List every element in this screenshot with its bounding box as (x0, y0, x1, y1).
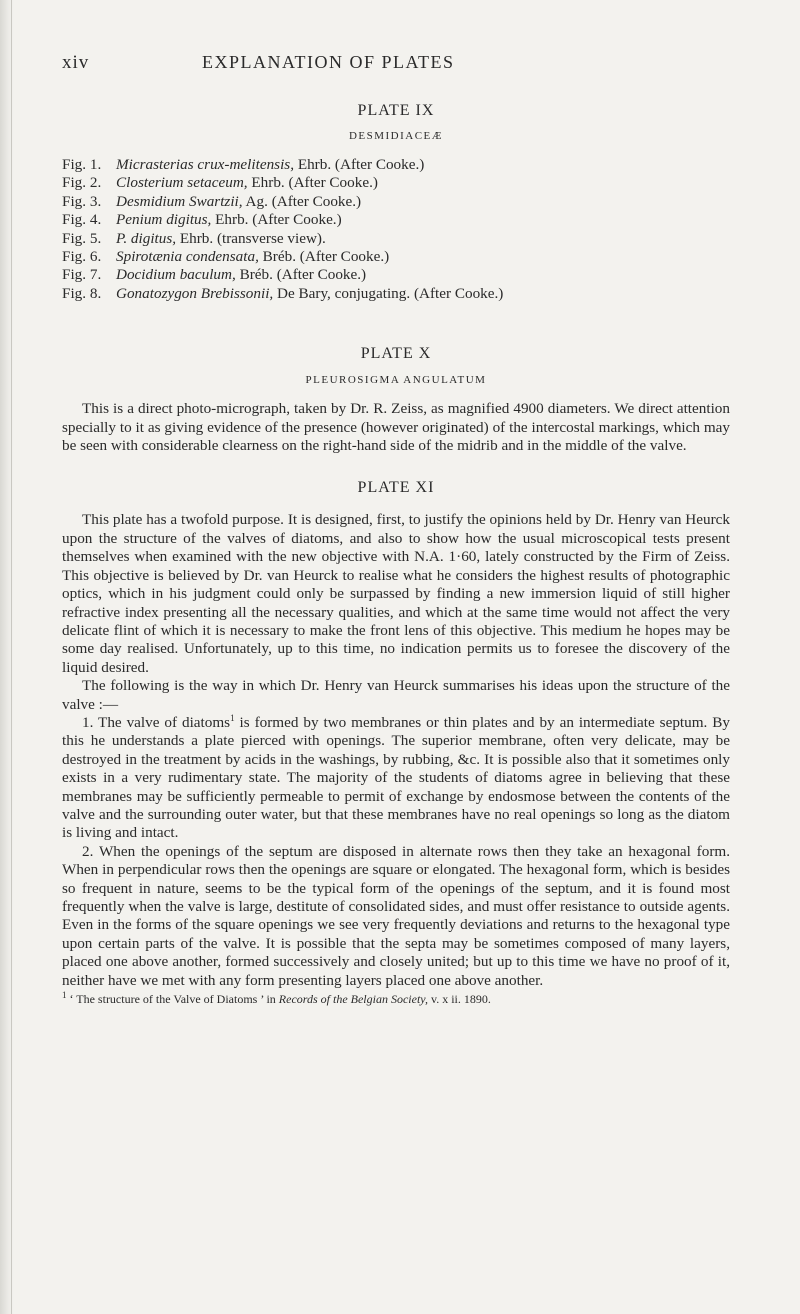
figure-number: Fig. 1. (62, 156, 102, 173)
figure-number: Fig. 2. (62, 174, 102, 192)
species-name: Docidium baculum, (116, 266, 236, 284)
footnote-mark: 1 (62, 990, 67, 1001)
figure-note: Bréb. (After Cooke.) (258, 248, 390, 266)
footnote-text-b: v. x ii. 1890. (427, 992, 491, 1007)
footnote-ref: 1 (230, 712, 235, 723)
plate-x-description: This is a direct photo-micrograph, taken by Dr. R. Zeiss, as magnified 4900 diameters. We direct attention specially to it as giving evidence of the presence (however originated) of the intercostal markings, which may be seen with considerable clearness on the right-hand side of the midrib and in the middle of the valve. (62, 400, 730, 455)
figure-entry (62, 266, 730, 284)
figure-note: Ehrb. (After Cooke.) (294, 156, 425, 173)
species-name: Penium digitus, (116, 211, 212, 229)
figure-number: Fig. 4. (62, 211, 102, 229)
running-head: EXPLANATION OF PLATES (202, 52, 455, 72)
figure-note: Ehrb. (transverse view). (176, 229, 326, 247)
page-gutter-line (11, 0, 12, 1314)
footnote-text-a: ‘ The structure of the Valve of Diatoms ’ in (66, 992, 279, 1007)
species-name: Micrasterias crux-melitensis, (116, 156, 295, 173)
figure-list (62, 156, 730, 303)
species-name: Spirotænia condensata, (116, 248, 259, 266)
figure-entry (62, 193, 730, 211)
figure-number: Fig. 8. (62, 284, 102, 302)
document-page (62, 44, 730, 1007)
plate-x-title: PLATE X (360, 345, 432, 363)
page-header (62, 44, 730, 74)
plate-ix-subtitle: DESMIDIACEÆ (348, 130, 444, 142)
footnote (62, 992, 730, 1007)
figure-entry (62, 156, 730, 174)
species-name: Desmidium Swartzii, (116, 192, 243, 210)
species-name: Gonatozygon Brebissonii, (116, 284, 274, 302)
species-name: Closterium setaceum, (116, 174, 248, 192)
figure-note: Ehrb. (After Cooke.) (247, 174, 378, 192)
figure-note: Ehrb. (After Cooke.) (211, 211, 342, 229)
figure-number: Fig. 3. (62, 192, 102, 210)
figure-entry (62, 285, 730, 303)
figure-entry (62, 174, 730, 192)
figure-note: Ag. (After Cooke.) (242, 192, 362, 210)
figure-number: Fig. 6. (62, 248, 102, 266)
figure-note: De Bary, conjugating. (After Cooke.) (273, 284, 504, 302)
footnote-source: Records of the Belgian Society, (278, 992, 428, 1007)
figure-entry (62, 211, 730, 229)
item-1-text: is formed by two membranes or thin plates and by an intermediate septum. By this he understands a plate pierced with openings. The superior membrane, often very delicate, may be destroyed in the treatment by acids in the washings, by rubbing, &c. It is possible also that it sometimes only exists in a very rudimentary state. The majority of the students of diatoms agree in believing that these membranes may be sufficiently permeable to permit of exchange by endosmose between the contents of the valve and the surrounding outer water, but that these membranes have no real openings so long as the diatom is living and intact. (62, 713, 730, 842)
figure-entry (62, 230, 730, 248)
plate-xi-paragraph-1: This plate has a twofold purpose. It is designed, first, to justify the opinions held by Dr. Henry van Heurck upon the structure of the valves of diatoms, and also to show how the usual microscopical tests present themselves when examined with the new objective with N.A. 1·60, lately constructed by the Firm of Zeiss. This objective is believed by Dr. van Heurck to realise what he considers the highest results of photographic optics, which in his judgment could only be surpassed by finding a new immersion liquid of still higher refractive index presenting all the necessary qualities, and which at the same time would not affect the very delicate flint of which it is necessary to make the front lens of this objective. This medium he hopes may be some day realised. Unfortunately, up to this time, no indication permits us to foresee the discovery of the liquid desired. (62, 511, 730, 676)
page-number: xiv (62, 52, 90, 73)
figure-number: Fig. 5. (62, 229, 102, 247)
plate-ix-title: PLATE IX (357, 102, 435, 119)
figure-note: Bréb. (After Cooke.) (235, 266, 367, 284)
plate-xi-title: PLATE XI (357, 479, 435, 497)
figure-entry (62, 248, 730, 266)
plate-xi-item-2: 2. When the openings of the septum are disposed in alternate rows then they take an hexagonal form. When in perpendicular rows then the openings are square or elongated. The hexagonal form, which is besides so frequent in nature, seems to be the typical form of the openings of the septum, and it is found most frequently when the valve is large, destitute of consolidated sides, and must offer resistance to outside agents. Even in the forms of the square openings we see very frequently deviations and returns to the hexagonal type upon certain parts of the valve. It is possible that the septa may be sometimes composed of many layers, placed one above another, formed successively and closely united; but up to this time we have no proof of it, neither have we met with any form presenting layers placed one above another. (62, 842, 730, 989)
figure-number: Fig. 7. (62, 266, 102, 284)
plate-xi-paragraph-2: The following is the way in which Dr. Henry van Heurck summarises his ideas upon the structure of the valve :— (62, 677, 730, 713)
item-1-lead: 1. The valve of diatoms (82, 713, 231, 731)
species-name: P. digitus, (116, 229, 177, 247)
plate-x-subtitle: PLEUROSIGMA ANGULATUM (305, 374, 487, 387)
plate-xi-item-1 (62, 714, 730, 843)
